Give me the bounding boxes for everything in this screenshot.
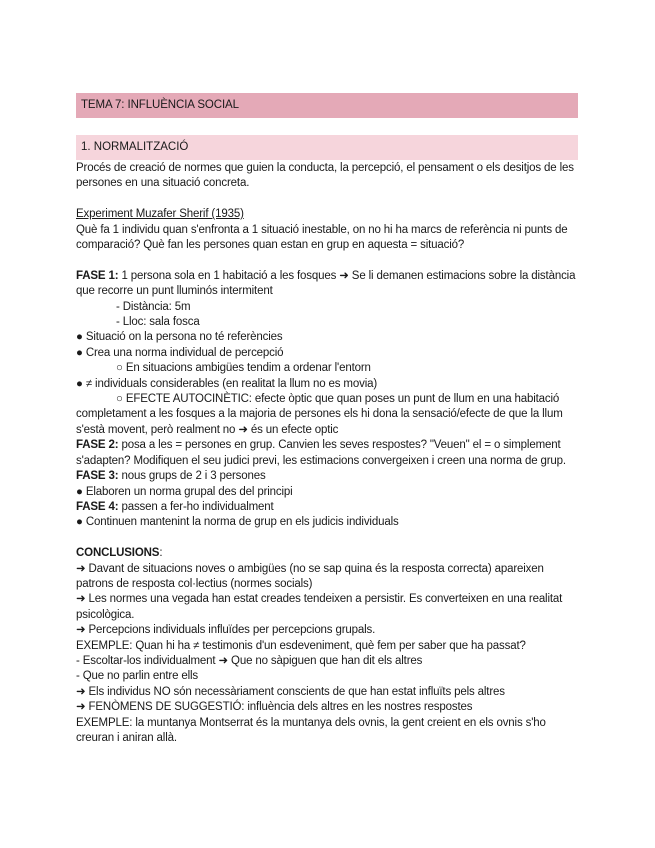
- fase2-paragraph: [76, 438, 576, 469]
- experiment-question: Què fa 1 individu quan s'enfronta a 1 situació inestable, on no hi ha marcs de referència ni punts de comparació? Què fan les persones quan estan en grup en aquesta = situació?: [76, 223, 568, 252]
- fase3-label: FASE 3:: [76, 470, 119, 483]
- fase4-text: passen a fer-ho individualment: [118, 500, 274, 513]
- bullet-item: ● Elaboren un norma grupal des del principi: [76, 485, 293, 498]
- document-body: [76, 161, 576, 746]
- fase1-sub-place: - Lloc: sala fosca: [116, 316, 200, 329]
- fase4-paragraph: [76, 500, 576, 515]
- fase1-text: 1 persona sola en 1 habitació a les fosques ➜ Se li demanen estimacions sobre la distància que recorre un punt lluminós intermitent: [76, 269, 576, 298]
- experiment-heading: Experiment Muzafer Sherif (1935): [76, 208, 244, 221]
- conclusions-heading: CONCLUSIONS:: [76, 547, 163, 560]
- fase1-paragraph: [76, 269, 576, 300]
- conclusion-item: - Que no parlin entre ells: [76, 670, 199, 683]
- bullet-item: ● ≠ individuals considerables (en realitat la llum no es movia): [76, 377, 378, 390]
- intro-paragraph: Procés de creació de normes que guien la conducta, la percepció, el pensament o els desitjos de les persones en una situació concreta.: [76, 162, 574, 190]
- sub-bullet-item: ○ EFECTE AUTOCINÈTIC: efecte òptic que quan poses un punt de llum en una habitació completament a les fosques a la majoria de persones els hi dona la sensació/efecte de que la llum s'està movent, però realment no ➜ és un efecte optic: [76, 393, 563, 436]
- conclusion-item: EXEMPLE: Quan hi ha ≠ testimonis d'un esdeveniment, què fem per saber que ha passat?: [76, 639, 526, 652]
- sub-bullet-item: ○ En situacions ambigües tendim a ordenar l'entorn: [116, 362, 371, 375]
- conclusion-item: ➜ FENÒMENS DE SUGGESTIÓ: influència dels altres en les nostres respostes: [76, 701, 473, 714]
- bullet-item: ● Crea una norma individual de percepció: [76, 346, 284, 359]
- page-title: TEMA 7: INFLUÈNCIA SOCIAL: [76, 93, 578, 118]
- fase2-text: posa a les = persones en grup. Canvien les seves respostes? "Veuen" el = o simplement s'adapten? Modifiquen el seu judici previ, les estimacions convergeixen i creen una norma de grup.: [76, 439, 566, 467]
- bullet-item: ● Situació on la persona no té referències: [76, 331, 283, 344]
- conclusion-item: EXEMPLE: la muntanya Montserrat és la muntanya dels ovnis, la gent creient en els ovnis s'ho creuran i aniran allà.: [76, 716, 546, 744]
- fase2-label: FASE 2:: [76, 439, 119, 452]
- fase3-text: nous grups de 2 i 3 persones: [118, 470, 266, 483]
- fase4-label: FASE 4:: [76, 500, 119, 513]
- fase1-sub-distance: - Distància: 5m: [116, 300, 191, 313]
- bullet-item: ● Continuen mantenint la norma de grup en els judicis individuals: [76, 516, 399, 529]
- conclusion-item: ➜ Percepcions individuals influïdes per percepcions grupals.: [76, 624, 376, 637]
- fase3-paragraph: [76, 469, 576, 484]
- conclusion-item: ➜ Els individus NO són necessàriament conscients de que han estat influïts pels altres: [76, 685, 505, 698]
- conclusion-item: - Escoltar-los individualment ➜ Que no sàpiguen que han dit els altres: [76, 654, 423, 667]
- conclusion-item: ➜ Davant de situacions noves o ambigües (no se sap quina és la resposta correcta) apareixen patrons de resposta col·lectius (normes socials): [76, 562, 544, 590]
- section-heading: 1. NORMALITZACIÓ: [76, 135, 578, 160]
- fase1-label: FASE 1:: [76, 269, 119, 282]
- conclusion-item: ➜ Les normes una vegada han estat creades tendeixen a persistir. Es converteixen en una realitat psicològica.: [76, 593, 563, 621]
